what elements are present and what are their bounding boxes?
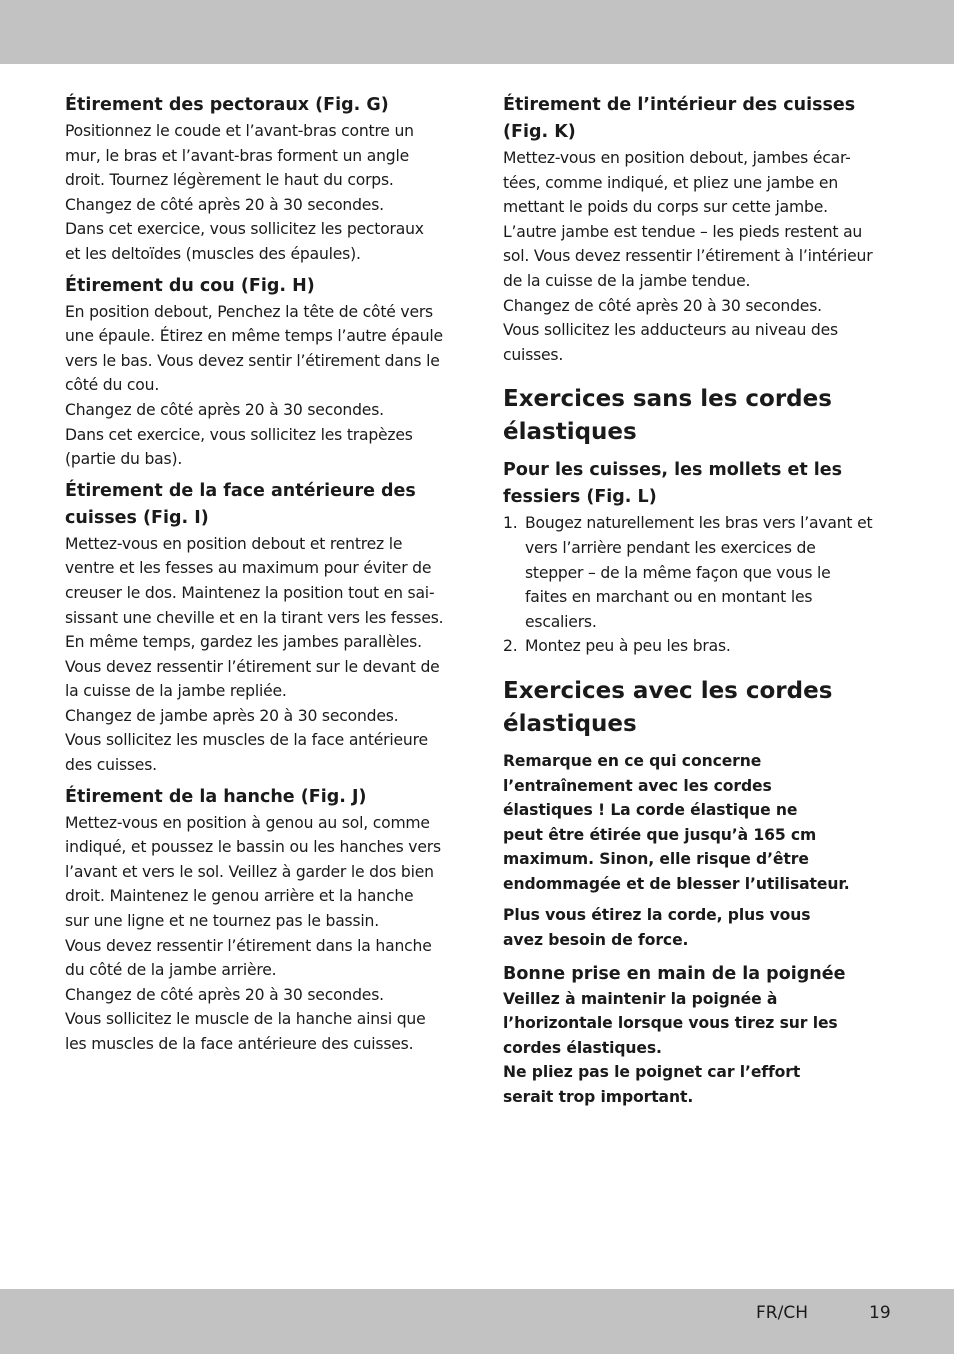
- section-pectoraux: [65, 92, 455, 267]
- paragraph: Mettez-vous en position debout, jambes écar- tées, comme indiqué, et pliez une jambe en mettant le poids du corps sur cette jambe. L’autre jambe est tendue – les pieds restent au sol. Vous devez ressentir l’étirement à l’intérieur de la cuisse de la jambe tendue. Changez de côté après 20 à 30 secondes. Vous sollicitez les adducteurs au niveau des cuisses.: [503, 149, 873, 364]
- section-heading: Étirement du cou (Fig. H): [65, 275, 315, 296]
- paragraph: Positionnez le coude et l’avant-bras contre un mur, le bras et l’avant-bras forment un angle droit. Tournez légèrement le haut du corps. Changez de côté après 20 à 30 secondes. Dans cet exercice, vous sollicitez les pectoraux et les deltoïdes (muscles des épaules).: [65, 122, 424, 263]
- section-heading: Bonne prise en main de la poignée: [503, 963, 846, 984]
- section-hanche: [65, 784, 455, 1057]
- numbered-list: [503, 511, 895, 659]
- list-item: 2. Montez peu à peu les bras.: [503, 637, 731, 656]
- paragraph: En position debout, Penchez la tête de côté vers une épaule. Étirez en même temps l’autre épaule vers le bas. Vous devez sentir l’étirement dans le côté du cou. Changez de côté après 20 à 30 secondes. Dans cet exercice, vous sollicitez les trapèzes (partie du bas).: [65, 302, 443, 469]
- section-heading: Étirement de la face antérieure des cuisses (Fig. I): [65, 480, 416, 528]
- language-code: FR/CH: [756, 1303, 808, 1323]
- left-column: [65, 92, 455, 1063]
- paragraph: Mettez-vous en position à genou au sol, comme indiqué, et poussez le bassin ou les hanches vers l’avant et vers le sol. Veillez à garder le dos bien droit. Maintenez le genou arrière et la hanche sur une ligne et ne tournez pas le bassin. Vous devez ressentir l’étirement dans la hanche du côté de la jambe arrière. Changez de côté après 20 à 30 secondes. Vous sollicitez le muscle de la hanche ainsi que les muscles de la face antérieure des cuisses.: [65, 813, 441, 1053]
- section-heading: Étirement de l’intérieur des cuisses (Fig. K): [503, 95, 856, 142]
- header-band: [0, 0, 954, 64]
- chapter-heading-avec: Exercices avec les cordes élastiques: [503, 677, 833, 737]
- section-cou: [65, 273, 455, 472]
- remarque-note: Remarque en ce qui concerne l’entraînement avec les cordes élastiques ! La corde élastique ne peut être étirée que jusqu’à 165 cm maximum. Sinon, elle risque d’être endommagée et de blesser l’utilisateur.: [503, 751, 850, 893]
- force-note: Plus vous étirez la corde, plus vous avez besoin de force.: [503, 906, 811, 950]
- prise-note: Veillez à maintenir la poignée à l’horizontale lorsque vous tirez sur les cordes élastiques. Ne pliez pas le poignet car l’effort serait trop important.: [503, 989, 838, 1107]
- footer-band: [0, 1289, 954, 1354]
- paragraph: Mettez-vous en position debout et rentrez le ventre et les fesses au maximum pour éviter de creuser le dos. Maintenez la position tout en sai- sissant une cheville et en la tirant vers les fesses. En même temps, gardez les jambes parallèles. Vous devez ressentir l’étirement sur le devant de la cuisse de la jambe repliée. Changez de jambe après 20 à 30 secondes. Vous sollicitez les muscles de la face antérieure des cuisses.: [65, 534, 444, 775]
- section-heading: Étirement de la hanche (Fig. J): [65, 786, 367, 807]
- chapter-heading-sans: Exercices sans les cordes élastiques: [503, 386, 832, 446]
- section-heading: Pour les cuisses, les mollets et les fessiers (Fig. L): [503, 460, 843, 508]
- section-heading: Étirement des pectoraux (Fig. G): [65, 95, 389, 115]
- section-interieur-cuisses: [503, 92, 895, 367]
- list-item: 1. Bougez naturellement les bras vers l’avant et vers l’arrière pendant les exercices de stepper – de la même façon que vous le faites en marchant ou en montant les escaliers.: [503, 514, 873, 631]
- section-face-anterieure: [65, 478, 455, 778]
- page-number: 19: [869, 1303, 891, 1323]
- right-column: [503, 92, 895, 1110]
